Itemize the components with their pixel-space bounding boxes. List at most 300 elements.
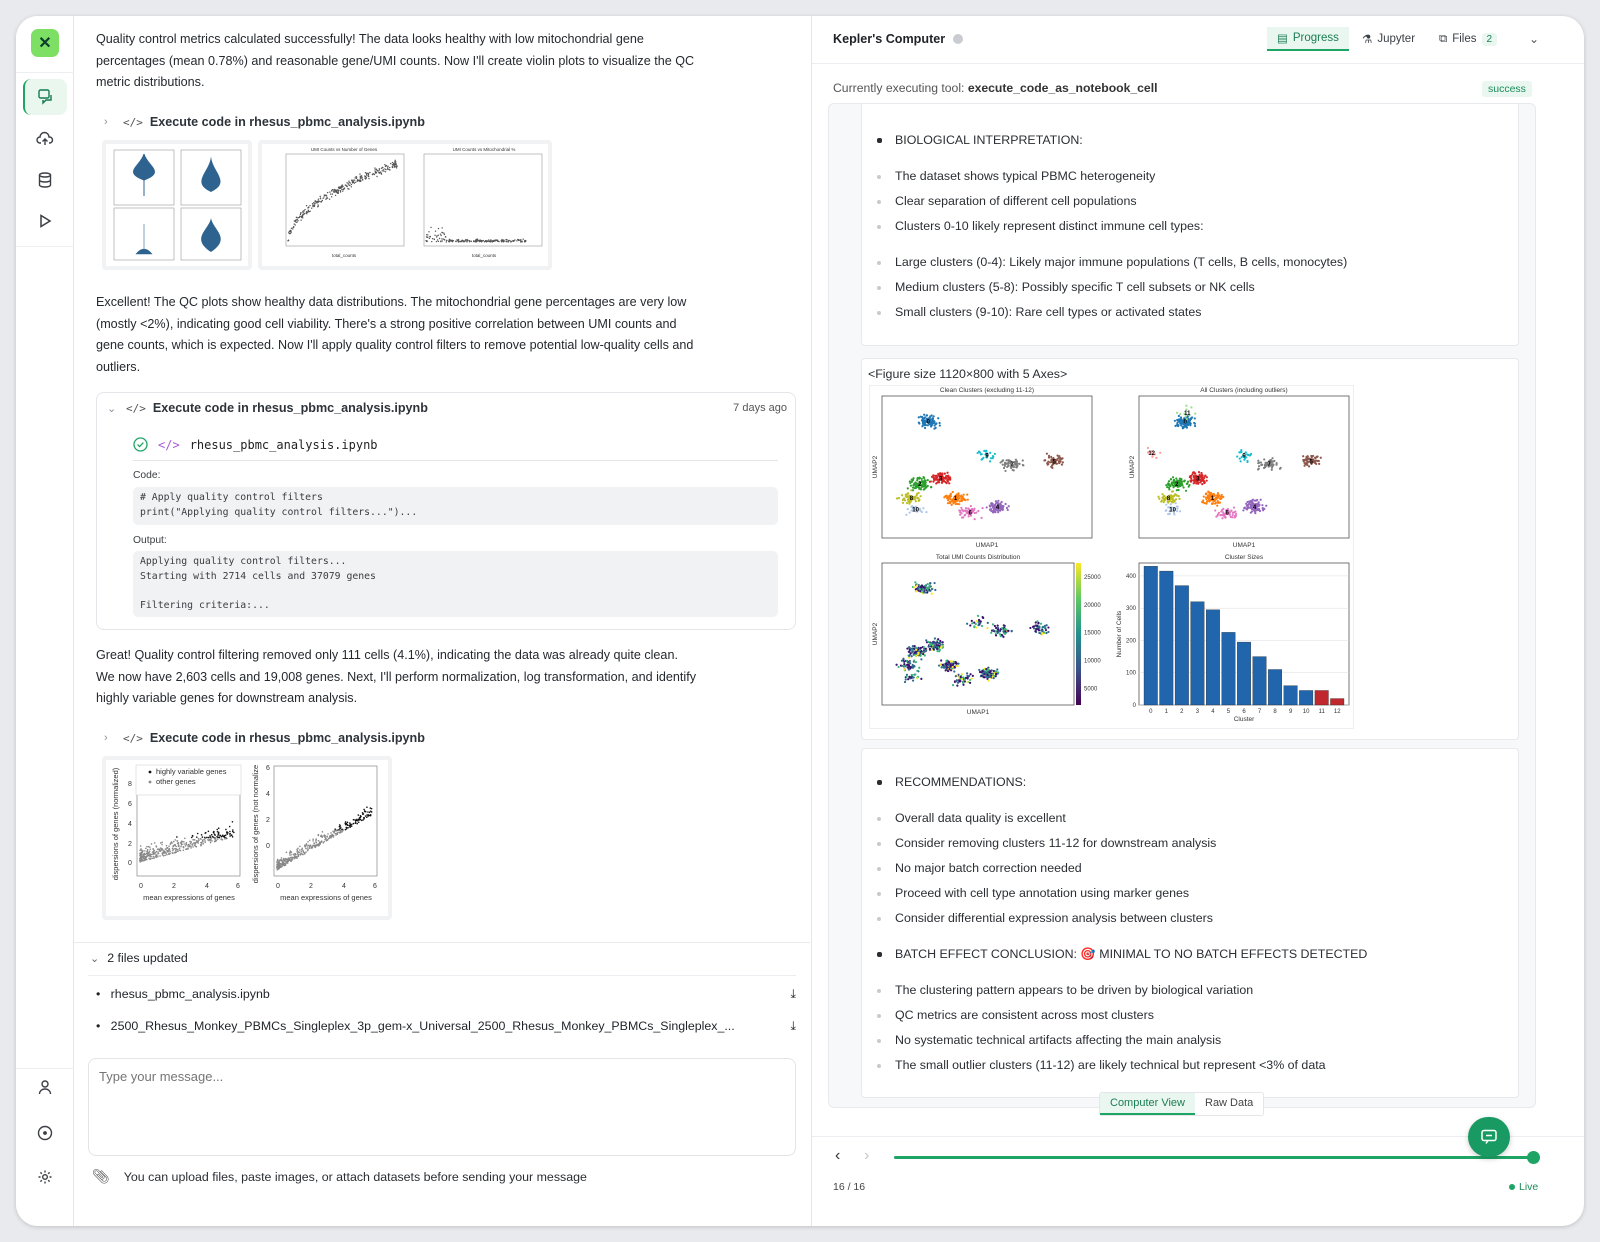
scatter-point bbox=[320, 196, 321, 197]
umap-point bbox=[956, 665, 958, 667]
tab-progress[interactable]: ▤ Progress bbox=[1267, 27, 1349, 51]
app-logo[interactable]: ✕ bbox=[31, 29, 59, 57]
dispersion-point bbox=[232, 821, 234, 823]
scatter-point bbox=[442, 232, 443, 233]
svg-text:6: 6 bbox=[236, 883, 240, 890]
dispersion-point bbox=[176, 840, 178, 842]
umap-point bbox=[1272, 465, 1274, 467]
scatter-point bbox=[383, 169, 384, 170]
umap-point bbox=[1162, 493, 1164, 495]
user-icon[interactable] bbox=[23, 1069, 67, 1105]
timestamp: 7 days ago bbox=[733, 402, 787, 414]
umap-point bbox=[1316, 456, 1318, 458]
scatter-point bbox=[335, 195, 336, 196]
umap-point bbox=[938, 650, 940, 652]
dispersion-point bbox=[229, 835, 231, 837]
dispersion-point bbox=[355, 822, 357, 824]
dispersion-point bbox=[200, 845, 202, 847]
assistant-message: Great! Quality control filtering removed only 111 cells (4.1%), indicating the data was already quite clean. We now have 2,603 cells and 19,008 genes. Next, I'll perform normalization, log transformation, and identify highly variable genes for downstream analysis. bbox=[96, 648, 697, 705]
umap-point bbox=[1044, 625, 1046, 627]
tab-files[interactable]: ⧉ Files 2 bbox=[1429, 27, 1507, 51]
x-tick-label: 7 bbox=[1257, 709, 1262, 715]
umap-point bbox=[944, 495, 946, 497]
umap-point bbox=[1203, 481, 1205, 483]
scatter-point bbox=[345, 184, 346, 185]
umap-point bbox=[934, 589, 936, 591]
execute-code-toggle[interactable] bbox=[107, 401, 428, 415]
dispersion-point bbox=[198, 839, 200, 841]
umap-point bbox=[963, 494, 965, 496]
dispersion-point bbox=[192, 846, 194, 848]
umap-point bbox=[1217, 513, 1219, 515]
scatter-point bbox=[510, 241, 511, 242]
cluster-label: 8 bbox=[909, 496, 914, 503]
umap-point bbox=[950, 493, 952, 495]
umap-point bbox=[1264, 464, 1266, 466]
umap-point bbox=[896, 497, 898, 499]
dispersion-point bbox=[307, 848, 309, 850]
scatter-point bbox=[323, 196, 324, 197]
umap-point bbox=[926, 591, 928, 593]
dispersion-point bbox=[305, 851, 307, 853]
dispersion-point bbox=[336, 833, 338, 835]
umap-point bbox=[915, 661, 917, 663]
umap-point bbox=[1171, 483, 1173, 485]
dispersion-point bbox=[218, 833, 220, 835]
umap-point bbox=[1004, 503, 1006, 505]
file-name: • rhesus_pbmc_analysis.ipynb bbox=[96, 987, 270, 1001]
umap-point bbox=[906, 676, 908, 678]
dispersion-point bbox=[367, 811, 369, 813]
umap-point bbox=[940, 666, 942, 668]
umap-point bbox=[1018, 463, 1020, 465]
dispersion-point bbox=[309, 848, 311, 850]
violin-plots-thumbnail[interactable] bbox=[102, 140, 252, 270]
chevron-down-icon[interactable]: ⌄ bbox=[1529, 32, 1540, 46]
umap-point bbox=[935, 642, 937, 644]
dispersion-point bbox=[159, 855, 161, 857]
umap-point bbox=[898, 497, 900, 499]
umap-point bbox=[952, 684, 954, 686]
y-tick-label: 100 bbox=[1125, 670, 1136, 677]
chevron-down-icon: ⌄ bbox=[90, 952, 100, 965]
scatter-point bbox=[362, 179, 363, 180]
umap-point bbox=[1205, 493, 1207, 495]
code-icon: </> bbox=[158, 437, 180, 452]
umap-point bbox=[943, 480, 945, 482]
scatter-point bbox=[312, 203, 313, 204]
assistant-message: Excellent! The QC plots show healthy data distributions. The mitochondrial gene percentages are very low (mostly <2%), indicating good cell viability. There's a strong positive correlation between UMI counts and gene counts, which is expected. Now I'll apply quality control filters to remove potential low-quality cells and outliers. bbox=[96, 295, 694, 374]
file-item[interactable] bbox=[96, 987, 796, 1002]
dispersion-point bbox=[205, 841, 207, 843]
dispersion-point bbox=[157, 855, 159, 857]
umap-point bbox=[973, 625, 975, 627]
dispersion-point bbox=[290, 859, 292, 861]
scatter-point bbox=[336, 191, 337, 192]
umap-point bbox=[935, 475, 937, 477]
umap-point bbox=[933, 582, 935, 584]
umap-point bbox=[939, 422, 941, 424]
umap-point bbox=[1187, 481, 1189, 483]
scatter-point bbox=[353, 180, 354, 181]
scatter-point bbox=[381, 173, 382, 174]
scatter-point bbox=[374, 167, 375, 168]
umap-point bbox=[910, 489, 912, 491]
dispersion-point bbox=[208, 831, 210, 833]
dispersion-point bbox=[168, 850, 170, 852]
x-tick-label: 1 bbox=[1164, 709, 1168, 715]
scatter-point bbox=[379, 172, 380, 173]
umap-point bbox=[922, 484, 924, 486]
dispersion-point bbox=[146, 846, 148, 848]
dispersion-point bbox=[196, 846, 198, 848]
umap-point bbox=[1236, 455, 1238, 457]
umap-point bbox=[1189, 480, 1191, 482]
scatter-point bbox=[341, 189, 342, 190]
tab-raw-data[interactable]: Raw Data bbox=[1205, 1097, 1254, 1109]
umap-point bbox=[986, 627, 988, 629]
umap-point bbox=[989, 460, 991, 462]
scatter-point bbox=[396, 166, 397, 167]
umap-point bbox=[960, 507, 962, 509]
umap-point bbox=[1174, 420, 1176, 422]
umap-point bbox=[1184, 426, 1186, 428]
scatter-point bbox=[435, 230, 436, 231]
scatter-point bbox=[306, 213, 307, 214]
umap-point bbox=[997, 628, 999, 630]
scatter-point bbox=[355, 182, 356, 183]
dispersion-point bbox=[190, 841, 192, 843]
dispersion-point bbox=[155, 845, 157, 847]
scatter-point bbox=[291, 231, 292, 232]
cluster-label: 7 bbox=[1010, 462, 1014, 469]
umap-point bbox=[944, 473, 946, 475]
umap-point bbox=[1008, 461, 1010, 463]
chart-title: Total UMI Counts Distribution bbox=[935, 554, 1021, 561]
scatter-point bbox=[351, 179, 352, 180]
cluster-label: 1 bbox=[1210, 496, 1215, 503]
umap-point bbox=[991, 510, 993, 512]
scatter-point bbox=[295, 222, 296, 223]
dispersion-point bbox=[182, 846, 184, 848]
dispersion-point bbox=[365, 811, 367, 813]
umap-point bbox=[969, 673, 971, 675]
dispersion-point bbox=[347, 827, 349, 829]
scatter-point bbox=[313, 202, 314, 203]
dispersion-point bbox=[177, 850, 179, 852]
bar bbox=[1315, 690, 1329, 705]
umap-point bbox=[1035, 628, 1037, 630]
umap-point bbox=[902, 658, 904, 660]
umap-point bbox=[980, 620, 982, 622]
scatter-point bbox=[477, 239, 478, 240]
dispersion-point bbox=[232, 836, 234, 838]
legend-other: other genes bbox=[156, 777, 196, 786]
umap-point bbox=[999, 461, 1001, 463]
dispersion-point bbox=[229, 833, 231, 835]
chart-title: Cluster Sizes bbox=[1224, 554, 1264, 561]
umi-vs-mito-title: UMI Counts vs Mitochondrial % bbox=[452, 147, 516, 152]
file-name: • 2500_Rhesus_Monkey_PBMCs_Singleplex_3p_gem-x_Universal_2500_Rhesus_Monkey_PBMCs_Singleplex_... bbox=[96, 1019, 735, 1033]
dispersion-point bbox=[194, 839, 196, 841]
x-tick-label: 6 bbox=[1242, 709, 1246, 715]
umap-point bbox=[918, 492, 920, 494]
bar bbox=[1144, 566, 1158, 705]
dispersion-point bbox=[217, 837, 219, 839]
umap-point bbox=[987, 669, 989, 671]
umap-point bbox=[939, 473, 941, 475]
umap-point bbox=[1222, 496, 1224, 498]
scatter-plots-thumbnail[interactable] bbox=[258, 140, 552, 270]
dispersion-point bbox=[277, 864, 279, 866]
umap-point bbox=[917, 653, 919, 655]
umap-point bbox=[895, 664, 897, 666]
umap-point bbox=[952, 666, 954, 668]
dispersion-point bbox=[208, 840, 210, 842]
progress-slider-track[interactable] bbox=[894, 1156, 1534, 1159]
umap-point bbox=[1160, 500, 1162, 502]
umap-point bbox=[935, 423, 937, 425]
umap-point bbox=[1165, 509, 1167, 511]
dispersion-point bbox=[159, 849, 161, 851]
scatter-point bbox=[387, 166, 388, 167]
dispersion-point bbox=[186, 848, 188, 850]
umap-point bbox=[948, 668, 950, 670]
umap-point bbox=[1037, 622, 1039, 624]
list-item: The dataset shows typical PBMC heterogeneity bbox=[895, 169, 1156, 183]
scatter-point bbox=[396, 167, 397, 168]
umap-point bbox=[897, 666, 899, 668]
umap-point bbox=[1049, 461, 1051, 463]
flask-icon: ⚗ bbox=[1362, 34, 1373, 46]
scatter-point bbox=[524, 241, 525, 242]
dispersion-point bbox=[144, 850, 146, 852]
scatter-point bbox=[297, 219, 298, 220]
scatter-point bbox=[492, 241, 493, 242]
umap-point bbox=[1007, 465, 1009, 467]
umap-point bbox=[946, 479, 948, 481]
umap-point bbox=[1168, 487, 1170, 489]
code-block: # Apply quality control filters print("Applying quality control filters...")... bbox=[133, 487, 778, 525]
download-icon[interactable]: ⤓ bbox=[790, 1019, 796, 1033]
umap-point bbox=[939, 640, 941, 642]
umap-point bbox=[1265, 505, 1267, 507]
umap-point bbox=[1174, 493, 1176, 495]
colorbar-tick: 25000 bbox=[1084, 574, 1101, 581]
dispersion-point bbox=[144, 859, 146, 861]
message-input[interactable] bbox=[99, 1069, 785, 1145]
umap-point bbox=[972, 675, 974, 677]
dispersion-point bbox=[345, 821, 347, 823]
files-updated-toggle[interactable] bbox=[90, 951, 188, 965]
dispersion-point bbox=[369, 811, 371, 813]
dispersion-point bbox=[360, 815, 362, 817]
scatter-point bbox=[314, 203, 315, 204]
scatter-point bbox=[341, 185, 342, 186]
scatter-point bbox=[348, 181, 349, 182]
scatter-point bbox=[440, 235, 441, 236]
umap-point bbox=[931, 417, 933, 419]
umap-point bbox=[1204, 475, 1206, 477]
y-tick-label: 200 bbox=[1125, 638, 1136, 645]
scatter-point bbox=[516, 240, 517, 241]
files-updated-section bbox=[74, 942, 810, 1042]
dispersion-point bbox=[161, 848, 163, 850]
scatter-point bbox=[291, 228, 292, 229]
execute-code-toggle[interactable] bbox=[104, 115, 425, 129]
dispersion-point bbox=[165, 849, 167, 851]
dispersion-point bbox=[150, 856, 152, 858]
list-item: No major batch correction needed bbox=[895, 861, 1082, 875]
umap-point bbox=[903, 661, 905, 663]
dispersion-point bbox=[282, 860, 284, 862]
umap-point bbox=[955, 680, 957, 682]
umap-point bbox=[1168, 483, 1170, 485]
umap-point bbox=[1170, 503, 1172, 505]
dispersion-point bbox=[289, 852, 291, 854]
umap-point bbox=[1058, 462, 1060, 464]
chart-title: Clean Clusters (excluding 11-12) bbox=[939, 387, 1035, 394]
dispersion-point bbox=[321, 836, 323, 838]
dispersion-point bbox=[347, 822, 349, 824]
cluster-label: 9 bbox=[985, 453, 989, 460]
dispersion-point bbox=[277, 860, 279, 862]
tab-computer-view[interactable]: Computer View bbox=[1100, 1093, 1195, 1115]
dispersion-point bbox=[173, 841, 175, 843]
umap-point bbox=[940, 663, 942, 665]
umap-point bbox=[1258, 501, 1260, 503]
paperclip-icon[interactable]: 📎︎ bbox=[92, 1168, 110, 1184]
umap-point bbox=[969, 682, 971, 684]
umap-point bbox=[1171, 491, 1173, 493]
dispersion-point bbox=[201, 834, 203, 836]
upload-cloud-icon[interactable] bbox=[23, 121, 67, 157]
umap-point bbox=[924, 427, 926, 429]
umap-point bbox=[978, 450, 980, 452]
umap-point bbox=[1207, 497, 1209, 499]
scatter-point bbox=[314, 201, 315, 202]
dispersion-point bbox=[312, 838, 314, 840]
scatter-point bbox=[501, 239, 502, 240]
umap-point bbox=[1047, 463, 1049, 465]
umap-point bbox=[949, 477, 951, 479]
dispersion-point bbox=[210, 842, 212, 844]
cluster-label: 11 bbox=[1184, 411, 1191, 418]
scatter-point bbox=[327, 192, 328, 193]
next-arrow-icon[interactable]: › bbox=[864, 1147, 870, 1164]
umap-point bbox=[986, 674, 988, 676]
dispersion-point bbox=[339, 824, 341, 826]
umap-point bbox=[1217, 502, 1219, 504]
umap-point bbox=[902, 502, 904, 504]
progress-slider-thumb[interactable] bbox=[1527, 1151, 1540, 1164]
umap-point bbox=[1022, 459, 1024, 461]
scatter-point bbox=[341, 187, 342, 188]
cluster-label: 0 bbox=[1183, 419, 1187, 426]
chat-icon[interactable] bbox=[23, 79, 67, 115]
dispersion-point bbox=[311, 846, 313, 848]
dispersion-point bbox=[307, 841, 309, 843]
umap-point bbox=[925, 650, 927, 652]
status-badge: success bbox=[1482, 81, 1532, 97]
scatter-point bbox=[429, 238, 430, 239]
chat-bubble-button[interactable] bbox=[1468, 1117, 1510, 1157]
dispersion-point bbox=[176, 849, 178, 851]
play-icon[interactable] bbox=[23, 203, 67, 239]
umap-point bbox=[901, 665, 903, 667]
dispersion-point bbox=[293, 857, 295, 859]
highly-variable-genes-thumbnail[interactable] bbox=[102, 756, 392, 920]
settings-gear-icon[interactable] bbox=[23, 1159, 67, 1195]
dispersion-point bbox=[226, 831, 228, 833]
dispersion-point bbox=[184, 838, 186, 840]
dispersion-point bbox=[353, 819, 355, 821]
scatter-point bbox=[326, 195, 327, 196]
umap-point bbox=[903, 663, 905, 665]
scatter-point bbox=[360, 178, 361, 179]
dispersion-point bbox=[149, 850, 151, 852]
scatter-point bbox=[376, 169, 377, 170]
umap-point bbox=[1202, 479, 1204, 481]
y-axis-label: UMAP2 bbox=[872, 455, 879, 479]
tab-jupyter[interactable]: ⚗ Jupyter bbox=[1362, 33, 1416, 46]
umap-point bbox=[1180, 418, 1182, 420]
umap-point bbox=[948, 495, 950, 497]
download-icon[interactable]: ⤓ bbox=[790, 987, 796, 1001]
scatter-point bbox=[322, 200, 323, 201]
umap-point bbox=[955, 663, 957, 665]
scatter-point bbox=[320, 197, 321, 198]
dispersion-point bbox=[371, 811, 373, 813]
umap-point bbox=[920, 655, 922, 657]
umap-point bbox=[1048, 455, 1050, 457]
dispersion-point bbox=[281, 857, 283, 859]
umap-point bbox=[992, 623, 994, 625]
help-circle-icon[interactable] bbox=[23, 1115, 67, 1151]
umap-point bbox=[1257, 468, 1259, 470]
dispersion-point bbox=[143, 855, 145, 857]
scatter-point bbox=[298, 217, 299, 218]
umap-point bbox=[908, 676, 910, 678]
dispersion-point bbox=[310, 844, 312, 846]
dispersion-point bbox=[204, 840, 206, 842]
umap-point bbox=[1040, 623, 1042, 625]
scatter-point bbox=[384, 168, 385, 169]
bar bbox=[1284, 686, 1298, 705]
previous-arrow-icon[interactable]: ‹ bbox=[835, 1147, 841, 1164]
dispersion-point bbox=[151, 843, 153, 845]
umap-point bbox=[940, 659, 942, 661]
scatter-point bbox=[466, 241, 467, 242]
cluster-label: 9 bbox=[1242, 453, 1246, 460]
execute-code-toggle[interactable] bbox=[104, 731, 425, 745]
x-axis-label: UMAP1 bbox=[1232, 542, 1256, 549]
dispersion-point bbox=[161, 841, 163, 843]
dispersion-point bbox=[289, 858, 291, 860]
scatter-point bbox=[444, 234, 445, 235]
dispersion-point bbox=[158, 852, 160, 854]
bar bbox=[1253, 657, 1267, 705]
umap-point bbox=[1147, 447, 1149, 449]
file-item[interactable] bbox=[96, 1019, 796, 1034]
database-icon[interactable] bbox=[23, 162, 67, 198]
umap-point bbox=[1215, 495, 1217, 497]
dispersion-point bbox=[214, 838, 216, 840]
umap-point bbox=[1245, 503, 1247, 505]
scatter-point bbox=[443, 232, 444, 233]
dispersion-point bbox=[329, 837, 331, 839]
umap-point bbox=[1263, 458, 1265, 460]
